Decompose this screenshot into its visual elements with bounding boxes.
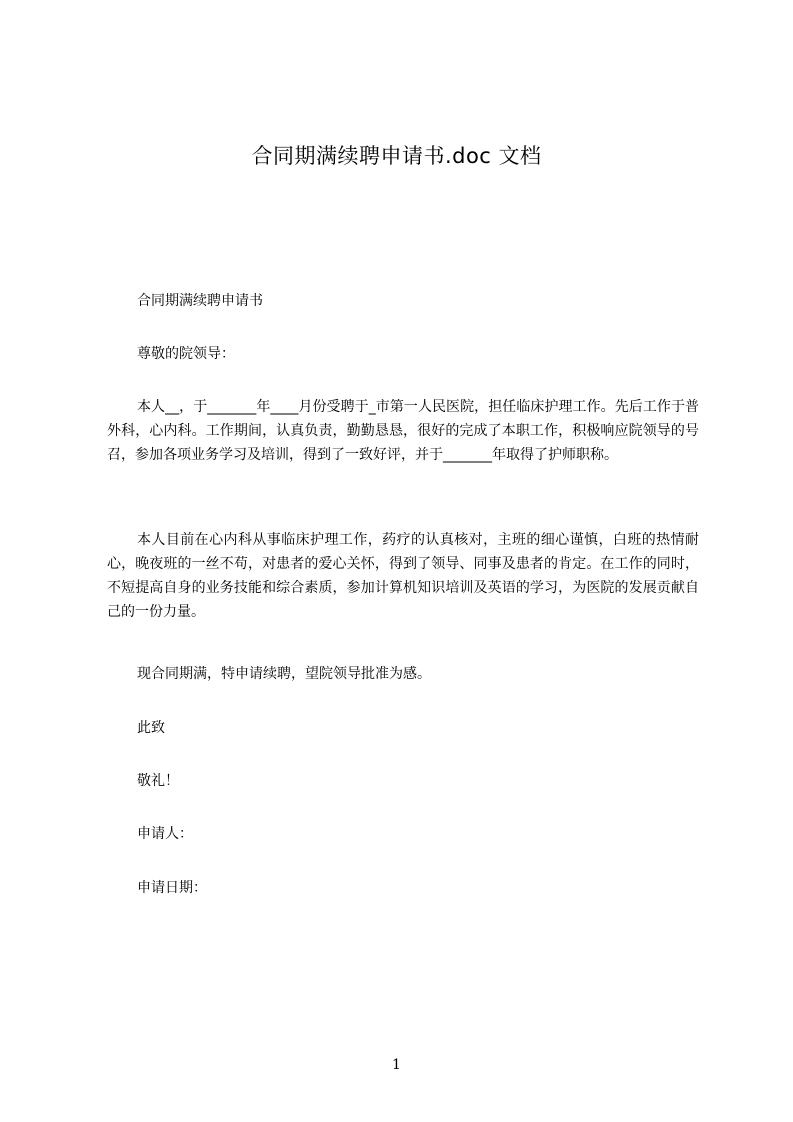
paragraph-employment <box>107 395 699 467</box>
paragraph-current-work <box>107 528 699 624</box>
letter-heading: 合同期满续聘申请书 <box>137 293 263 309</box>
paragraph-current-work-text: 本人目前在心内科从事临床护理工作，药疗的认真核对，主班的细心谨慎，白班的热情耐心，晚夜班的一丝不苟，对患者的爱心关怀，得到了领导、同事及患者的肯定。在工作的同时，不短提高自身的业务技能和综合素质，参加计算机知识培训及英语的学习，为医院的发展贡献自己的一份力量。 <box>107 532 699 620</box>
applicant-label: 申请人： <box>137 826 193 842</box>
salutation: 尊敬的院领导： <box>137 346 235 362</box>
page-number: 1 <box>392 1057 401 1073</box>
paragraph-employment-text: 本人__，于_______年____月份受聘于_市第一人民医院，担任临床护理工作。先后工作于普外科，心内科。工作期间，认真负责，勤勤恳恳，很好的完成了本职工作，积极响应院领导的号召，参加各项业务学习及培训，得到了一致好评，并于_______年取得了护师职称。 <box>107 399 699 463</box>
document-title: 合同期满续聘申请书.doc 文档 <box>251 144 542 168</box>
closing-jingli: 敬礼！ <box>137 773 179 789</box>
closing-cizhi: 此致 <box>137 720 165 736</box>
renewal-request: 现合同期满，特申请续聘，望院领导批准为感。 <box>137 666 431 682</box>
application-date-label: 申请日期： <box>137 880 207 896</box>
